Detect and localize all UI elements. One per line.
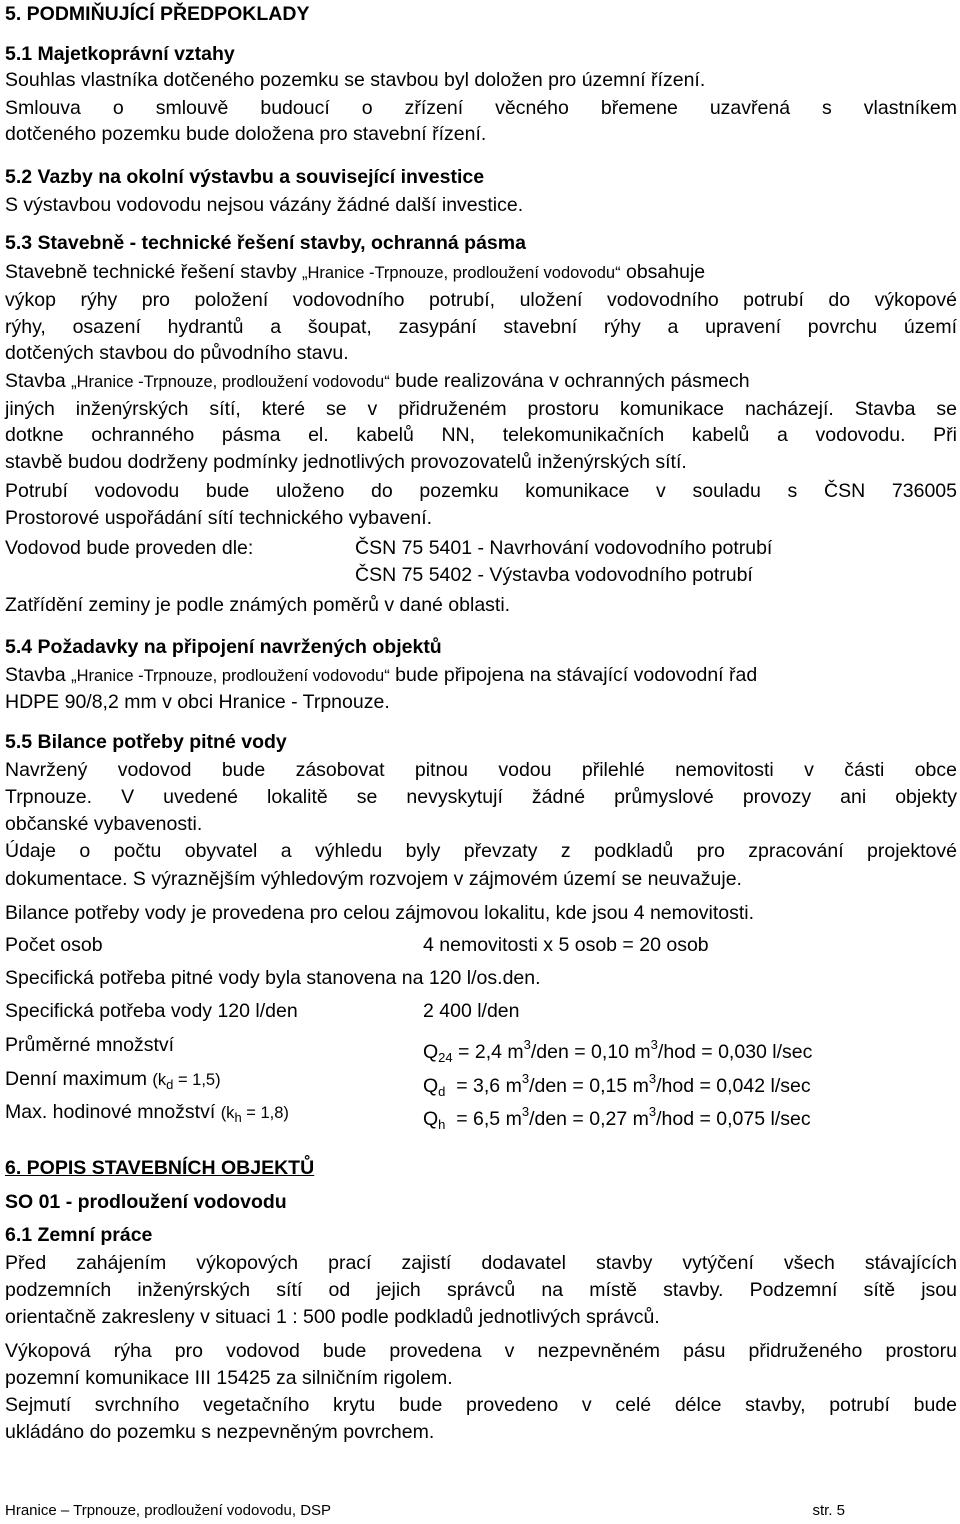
paragraph-line: Specifická potřeba pitné vody byla stanovena na 120 l/os.den. bbox=[5, 967, 541, 989]
superscript: 3 bbox=[648, 1104, 657, 1119]
section-5-2-heading: 5.2 Vazby na okolní výstavbu a související investice bbox=[5, 166, 485, 188]
superscript: 3 bbox=[521, 1104, 530, 1119]
paragraph-line: dotčených stavbou do původního stavu. bbox=[5, 342, 349, 364]
section-5-1-heading: 5.1 Majetkoprávní vztahy bbox=[5, 43, 235, 65]
paragraph-line: občanské vybavenosti. bbox=[5, 813, 203, 835]
q-symbol: Q bbox=[423, 1041, 439, 1063]
paragraph-line: Souhlas vlastníka dotčeného pozemku se stavbou byl doložen pro územní řízení. bbox=[5, 69, 706, 91]
paragraph-line: stavbě budou dodrženy podmínky jednotlivých provozovatelů inženýrských sítí. bbox=[5, 451, 687, 473]
paragraph-line bbox=[5, 368, 957, 395]
calc-label bbox=[5, 1066, 221, 1098]
paragraph-line: pozemní komunikace III 15425 za silničním rigolem. bbox=[5, 1367, 453, 1389]
footer-title: Hranice – Trpnouze, prodloužení vodovodu, DSP bbox=[5, 1502, 332, 1519]
subscript: h bbox=[234, 1110, 242, 1125]
paragraph-line: orientačně zakresleny v situaci 1 : 500 podle podkladů jednotlivých správců. bbox=[5, 1306, 660, 1328]
text-run: Max. hodinové množství bbox=[5, 1101, 221, 1123]
paragraph-line: dotkne ochranného pásma el. kabelů NN, telekomunikačních kabelů a vodovodu. Při bbox=[5, 424, 957, 446]
text-run: = 3,6 m bbox=[445, 1075, 522, 1097]
paragraph-line: Navržený vodovod bude zásobovat pitnou vodou přilehlé nemovitosti v části obce bbox=[5, 759, 957, 781]
superscript: 3 bbox=[650, 1037, 658, 1052]
section-5-3-heading: 5.3 Stavebně - technické řešení stavby, ochranná pásma bbox=[5, 232, 526, 254]
paragraph-line: Údaje o počtu obyvatel a výhledu byly převzaty z podkladů pro zpracování projektové bbox=[5, 840, 957, 862]
text-run: = 2,4 m bbox=[452, 1041, 524, 1063]
subscript: 24 bbox=[438, 1050, 453, 1065]
project-name: „Hranice -Trpnouze, prodloužení vodovodu“ bbox=[71, 373, 390, 391]
text-run: = 6,5 m bbox=[445, 1108, 522, 1130]
calc-label: Specifická potřeba vody 120 l/den bbox=[5, 1000, 298, 1022]
text-run: bude realizována v ochranných pásmech bbox=[389, 370, 750, 392]
text-run: /hod = 0,075 l/sec bbox=[656, 1108, 811, 1130]
page-footer bbox=[5, 1502, 845, 1520]
paragraph-line: Potrubí vodovodu bude uloženo do pozemku komunikace v souladu s ČSN 736005 bbox=[5, 480, 957, 502]
calc-value: 4 nemovitosti x 5 osob = 20 osob bbox=[423, 934, 709, 956]
text-run: Stavba bbox=[5, 370, 72, 392]
paragraph-line: dokumentace. S výraznějším výhledovým rozvojem v zájmovém území se neuvažuje. bbox=[5, 868, 742, 890]
text-run: /hod = 0,030 l/sec bbox=[657, 1041, 813, 1063]
text-run: /den = 0,15 m bbox=[529, 1075, 649, 1097]
paragraph-line: Zatřídění zeminy je podle známých poměrů v dané oblasti. bbox=[5, 594, 511, 616]
section-5-5-heading: 5.5 Bilance potřeby pitné vody bbox=[5, 731, 287, 753]
text-run: /den = 0,10 m bbox=[530, 1041, 651, 1063]
paragraph-line: Prostorové uspořádání sítí technického vybavení. bbox=[5, 507, 433, 529]
text-run: Denní maximum bbox=[5, 1068, 153, 1090]
paragraph-line: Smlouva o smlouvě budoucí o zřízení věcného břemene uzavřená s vlastníkem bbox=[5, 97, 957, 119]
norm-label: Vodovod bude proveden dle: bbox=[5, 537, 254, 559]
calc-label bbox=[5, 1099, 289, 1131]
project-name: „Hranice -Trpnouze, prodloužení vodovodu“ bbox=[71, 667, 390, 685]
section-6-heading: 6. POPIS STAVEBNÍCH OBJEKTŮ bbox=[5, 1157, 315, 1179]
paragraph-line bbox=[5, 259, 957, 286]
text-run: (k bbox=[220, 1104, 235, 1122]
text-run: /hod = 0,042 l/sec bbox=[656, 1075, 811, 1097]
text-run: obsahuje bbox=[620, 261, 706, 283]
subscript: h bbox=[438, 1117, 446, 1132]
paragraph-line: ukládáno do pozemku s nezpevněným povrchem. bbox=[5, 1421, 435, 1443]
superscript: 3 bbox=[521, 1071, 530, 1086]
paragraph-line: Výkopová rýha pro vodovod bude provedena v nezpevněném pásu přidruženého prostoru bbox=[5, 1340, 957, 1362]
calc-label: Počet osob bbox=[5, 934, 103, 956]
paragraph-line: rýhy, osazení hydrantů a šoupat, zasypání stavební rýhy a upravení povrchu území bbox=[5, 316, 957, 338]
paragraph-line: dotčeného pozemku bude doložena pro stavební řízení. bbox=[5, 123, 487, 145]
text-run: Stavebně technické řešení stavby bbox=[5, 261, 303, 283]
calc-label: Průměrné množství bbox=[5, 1034, 175, 1056]
norm-item: ČSN 75 5401 - Navrhování vodovodního potrubí bbox=[355, 537, 773, 559]
q-symbol: Q bbox=[423, 1075, 439, 1097]
paragraph-line: S výstavbou vodovodu nejsou vázány žádné další investice. bbox=[5, 194, 524, 216]
calc-value bbox=[423, 1099, 811, 1138]
page-number: str. 5 bbox=[812, 1502, 845, 1519]
q-symbol: Q bbox=[423, 1108, 439, 1130]
calc-value: 2 400 l/den bbox=[423, 1000, 520, 1022]
paragraph-line: podzemních inženýrských sítí od jejich správců na místě stavby. Podzemní sítě jsou bbox=[5, 1279, 957, 1301]
section-6-1-heading: 6.1 Zemní práce bbox=[5, 1224, 153, 1246]
paragraph-line: HDPE 90/8,2 mm v obci Hranice - Trpnouze. bbox=[5, 691, 390, 713]
project-name: „Hranice -Trpnouze, prodloužení vodovodu“ bbox=[302, 264, 621, 282]
paragraph-line: výkop rýhy pro položení vodovodního potrubí, uložení vodovodního potrubí do výkopové bbox=[5, 289, 957, 311]
superscript: 3 bbox=[523, 1037, 531, 1052]
text-run: (k bbox=[152, 1071, 167, 1089]
subscript: d bbox=[438, 1084, 446, 1099]
text-run: = 1,8) bbox=[241, 1104, 289, 1122]
paragraph-line: Bilance potřeby vody je provedena pro celou zájmovou lokalitu, kde jsou 4 nemovitosti. bbox=[5, 902, 755, 924]
paragraph-line bbox=[5, 662, 957, 689]
section-5-heading: 5. PODMIŇUJÍCÍ PŘEDPOKLADY bbox=[5, 3, 310, 25]
section-5-4-heading: 5.4 Požadavky na připojení navržených objektů bbox=[5, 636, 442, 658]
subscript: d bbox=[166, 1077, 174, 1092]
paragraph-line: Sejmutí svrchního vegetačního krytu bude provedeno v celé délce stavby, potrubí bude bbox=[5, 1394, 957, 1416]
paragraph-line: Před zahájením výkopových prací zajistí dodavatel stavby vytýčení všech stávajících bbox=[5, 1252, 957, 1274]
paragraph-line: Trpnouze. V uvedené lokalitě se nevyskytují žádné průmyslové provozy ani objekty bbox=[5, 786, 957, 808]
object-heading: SO 01 - prodloužení vodovodu bbox=[5, 1191, 287, 1213]
text-run: = 1,5) bbox=[173, 1071, 221, 1089]
norm-item: ČSN 75 5402 - Výstavba vodovodního potrubí bbox=[355, 564, 753, 586]
superscript: 3 bbox=[648, 1071, 657, 1086]
text-run: Stavba bbox=[5, 664, 72, 686]
text-run: bude připojena na stávající vodovodní řad bbox=[389, 664, 758, 686]
text-run: /den = 0,27 m bbox=[529, 1108, 649, 1130]
paragraph-line: jiných inženýrských sítí, které se v přidruženém prostoru komunikace nacházejí. Stavba se bbox=[5, 398, 957, 420]
